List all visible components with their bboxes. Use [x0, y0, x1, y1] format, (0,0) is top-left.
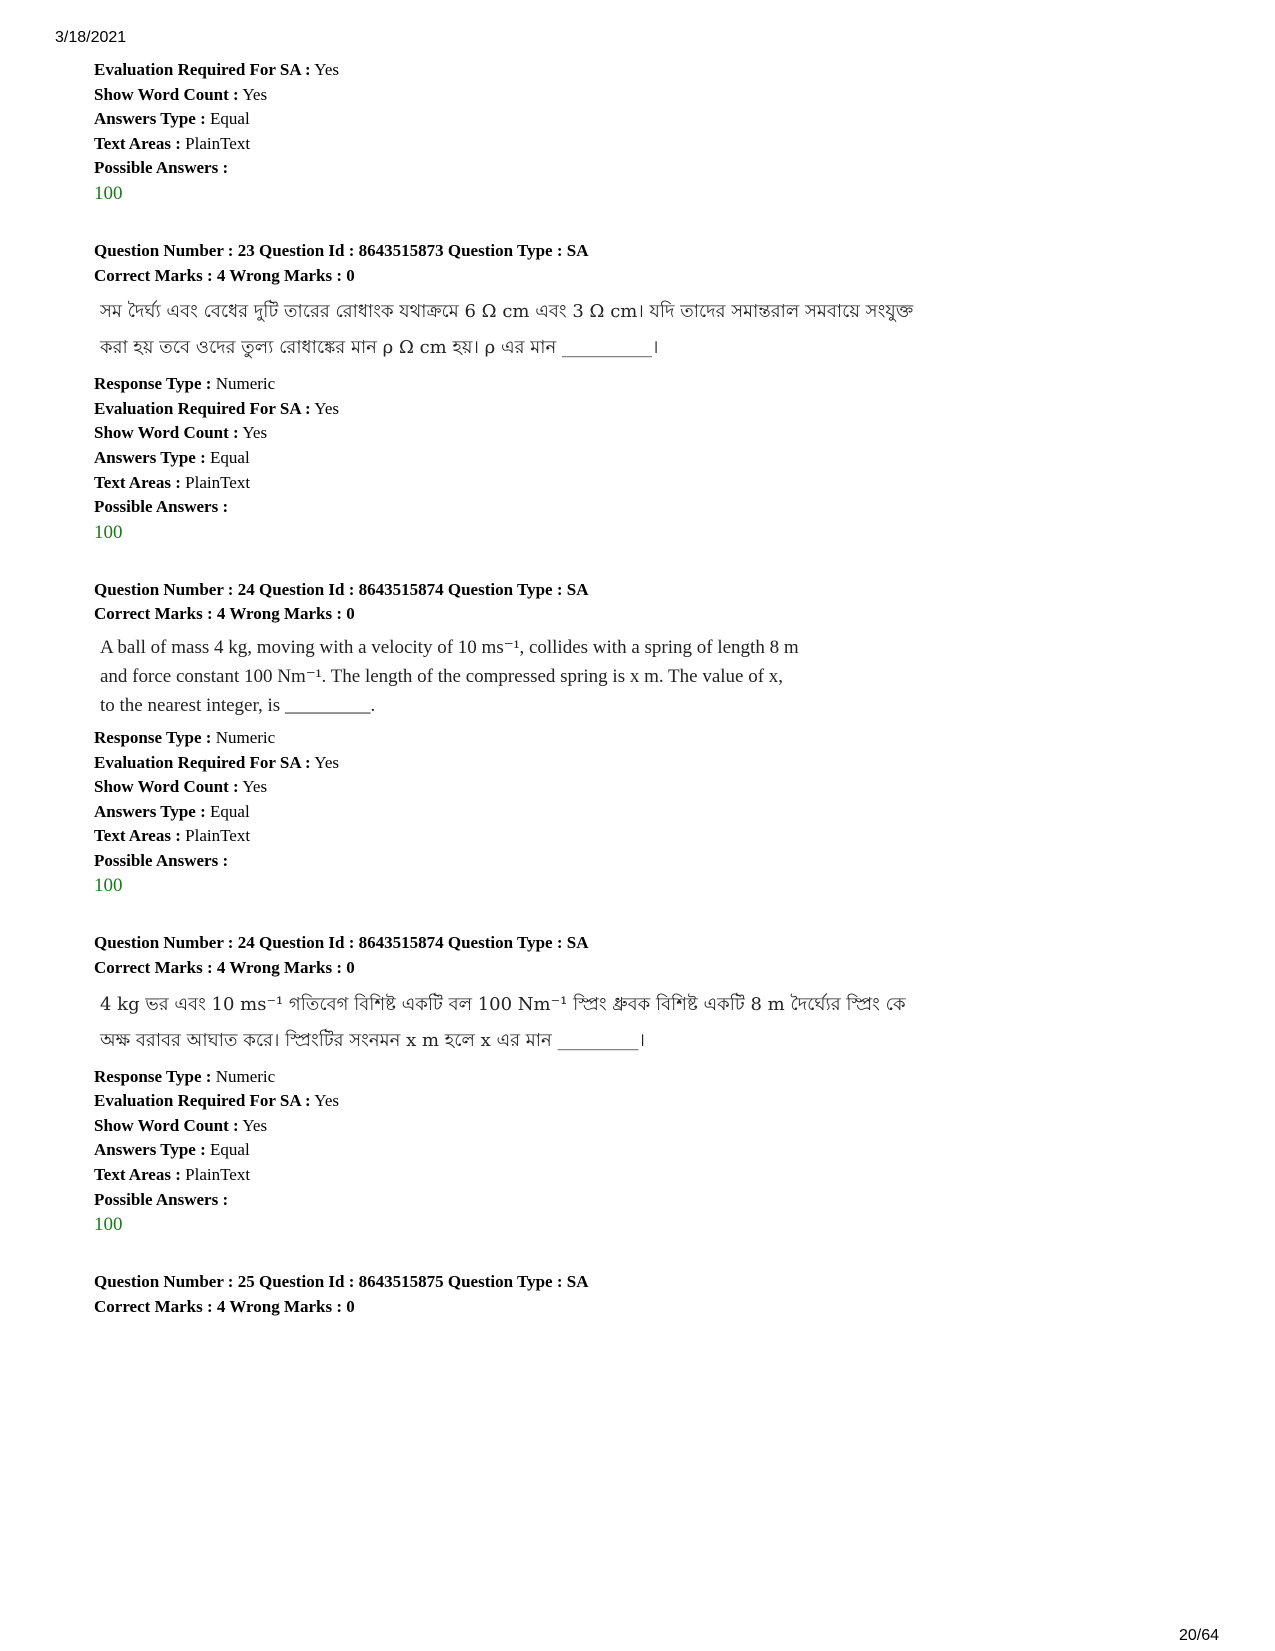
- possible-answers-row: [94, 495, 1194, 520]
- answers-type-value: Equal: [210, 1140, 250, 1160]
- word-count-value: Yes: [242, 777, 268, 797]
- text-areas-label: Text Areas :: [94, 826, 181, 846]
- possible-answers-label: Possible Answers :: [94, 497, 229, 517]
- response-type-row: [94, 372, 1194, 397]
- text-areas-row: [94, 132, 1194, 157]
- word-count-row: [94, 1114, 1194, 1139]
- response-type-value: Numeric: [215, 374, 276, 394]
- question-24-bengali: [94, 931, 1194, 1238]
- question-text: [94, 288, 1194, 372]
- text-areas-label: Text Areas :: [94, 472, 181, 492]
- answers-type-label: Answers Type :: [94, 801, 206, 821]
- possible-answers-label: Possible Answers :: [94, 158, 229, 178]
- response-type-label: Response Type :: [94, 374, 212, 394]
- question-marks: Correct Marks : 4 Wrong Marks : 0: [94, 1296, 355, 1316]
- word-count-row: [94, 421, 1194, 446]
- answers-type-row: [94, 1138, 1194, 1163]
- evaluation-row: [94, 397, 1194, 422]
- question-text-line: অক্ষ বরাবর আঘাত করে। স্প্রিংটির সংনমন x m হলে x এর মান _________।: [100, 1029, 645, 1051]
- word-count-label: Show Word Count :: [94, 777, 239, 797]
- text-areas-label: Text Areas :: [94, 133, 181, 153]
- possible-answers-label: Possible Answers :: [94, 1189, 229, 1209]
- evaluation-label: Evaluation Required For SA :: [94, 60, 311, 79]
- answers-type-label: Answers Type :: [94, 109, 206, 129]
- question-text: [94, 627, 1194, 726]
- question-marks: Correct Marks : 4 Wrong Marks : 0: [94, 958, 355, 978]
- word-count-value: Yes: [242, 1115, 268, 1135]
- question-text-line: করা হয় তবে ওদের তুল্য রোধাঙ্কের মান ρ Ω cm হয়। ρ এর মান __________।: [100, 337, 659, 359]
- text-areas-label: Text Areas :: [94, 1165, 181, 1185]
- possible-answers-row: [94, 1188, 1194, 1213]
- text-areas-row: [94, 824, 1194, 849]
- evaluation-label: Evaluation Required For SA :: [94, 1091, 311, 1111]
- question-marks: Correct Marks : 4 Wrong Marks : 0: [94, 604, 355, 624]
- question-23: [94, 239, 1194, 546]
- evaluation-value: Yes: [314, 1091, 340, 1111]
- possible-answer-value: 100: [94, 521, 123, 543]
- response-type-row: [94, 726, 1194, 751]
- page-number: 20/64: [1179, 1627, 1220, 1644]
- text-areas-value: PlainText: [185, 133, 251, 153]
- response-type-value: Numeric: [215, 1066, 276, 1086]
- text-areas-value: PlainText: [185, 826, 251, 846]
- word-count-value: Yes: [242, 423, 268, 443]
- question-text-line: সম দৈর্ঘ্য এবং বেধের দুটি তারের রোধাংক যথাক্রমে 6 Ω cm এবং 3 Ω cm। যদি তাদের সমান্তরাল সমবায়ে সংযুক্ত: [100, 301, 914, 323]
- evaluation-label: Evaluation Required For SA :: [94, 752, 311, 772]
- word-count-row: [94, 775, 1194, 800]
- question-24-english: [94, 578, 1194, 900]
- answers-type-label: Answers Type :: [94, 1140, 206, 1160]
- evaluation-row: [94, 58, 1194, 83]
- response-type-value: Numeric: [215, 727, 276, 747]
- question-text: [94, 981, 1194, 1065]
- question-22-meta: [94, 58, 1194, 207]
- question-text-line: to the nearest integer, is _________.: [100, 694, 376, 716]
- word-count-label: Show Word Count :: [94, 84, 239, 104]
- word-count-label: Show Word Count :: [94, 423, 239, 443]
- question-header: Question Number : 24 Question Id : 8643515874 Question Type : SA: [94, 933, 589, 953]
- possible-answer-value: 100: [94, 875, 123, 897]
- answers-type-row: [94, 446, 1194, 471]
- evaluation-label: Evaluation Required For SA :: [94, 398, 311, 418]
- possible-answers-row: [94, 156, 1194, 181]
- answers-type-value: Equal: [210, 447, 250, 467]
- question-header: Question Number : 24 Question Id : 8643515874 Question Type : SA: [94, 579, 589, 599]
- question-text-line: 4 kg ভর এবং 10 ms⁻¹ গতিবেগ বিশিষ্ট একটি বল 100 Nm⁻¹ স্প্রিং ধ্রুবক বিশিষ্ট একটি 8 m দৈর্ঘ্যের স্প্রিং কে: [100, 993, 906, 1015]
- answers-type-value: Equal: [210, 109, 250, 129]
- question-header: Question Number : 25 Question Id : 8643515875 Question Type : SA: [94, 1272, 589, 1292]
- text-areas-value: PlainText: [185, 1165, 251, 1185]
- possible-answers-row: [94, 849, 1194, 874]
- response-type-label: Response Type :: [94, 1066, 212, 1086]
- possible-answer-value: 100: [94, 182, 123, 204]
- word-count-label: Show Word Count :: [94, 1115, 239, 1135]
- question-text-line: and force constant 100 Nm⁻¹. The length of the compressed spring is x m. The value of x,: [100, 665, 784, 687]
- print-date: 3/18/2021: [55, 29, 127, 46]
- possible-answer-value: 100: [94, 1214, 123, 1236]
- question-header: Question Number : 23 Question Id : 8643515873 Question Type : SA: [94, 240, 589, 260]
- evaluation-row: [94, 751, 1194, 776]
- question-25: [94, 1270, 1194, 1319]
- answers-type-row: [94, 107, 1194, 132]
- answers-type-row: [94, 800, 1194, 825]
- possible-answers-label: Possible Answers :: [94, 850, 229, 870]
- question-marks: Correct Marks : 4 Wrong Marks : 0: [94, 265, 355, 285]
- answers-type-value: Equal: [210, 801, 250, 821]
- evaluation-value: Yes: [314, 398, 340, 418]
- word-count-value: Yes: [242, 84, 268, 104]
- response-type-row: [94, 1065, 1194, 1090]
- question-text-line: A ball of mass 4 kg, moving with a velocity of 10 ms⁻¹, collides with a spring of length 8 m: [100, 636, 799, 658]
- response-type-label: Response Type :: [94, 727, 212, 747]
- text-areas-value: PlainText: [185, 472, 251, 492]
- document-body: [94, 58, 1194, 1319]
- word-count-row: [94, 83, 1194, 108]
- answers-type-label: Answers Type :: [94, 447, 206, 467]
- evaluation-value: Yes: [314, 752, 340, 772]
- text-areas-row: [94, 471, 1194, 496]
- evaluation-row: [94, 1089, 1194, 1114]
- evaluation-value: Yes: [314, 60, 340, 79]
- text-areas-row: [94, 1163, 1194, 1188]
